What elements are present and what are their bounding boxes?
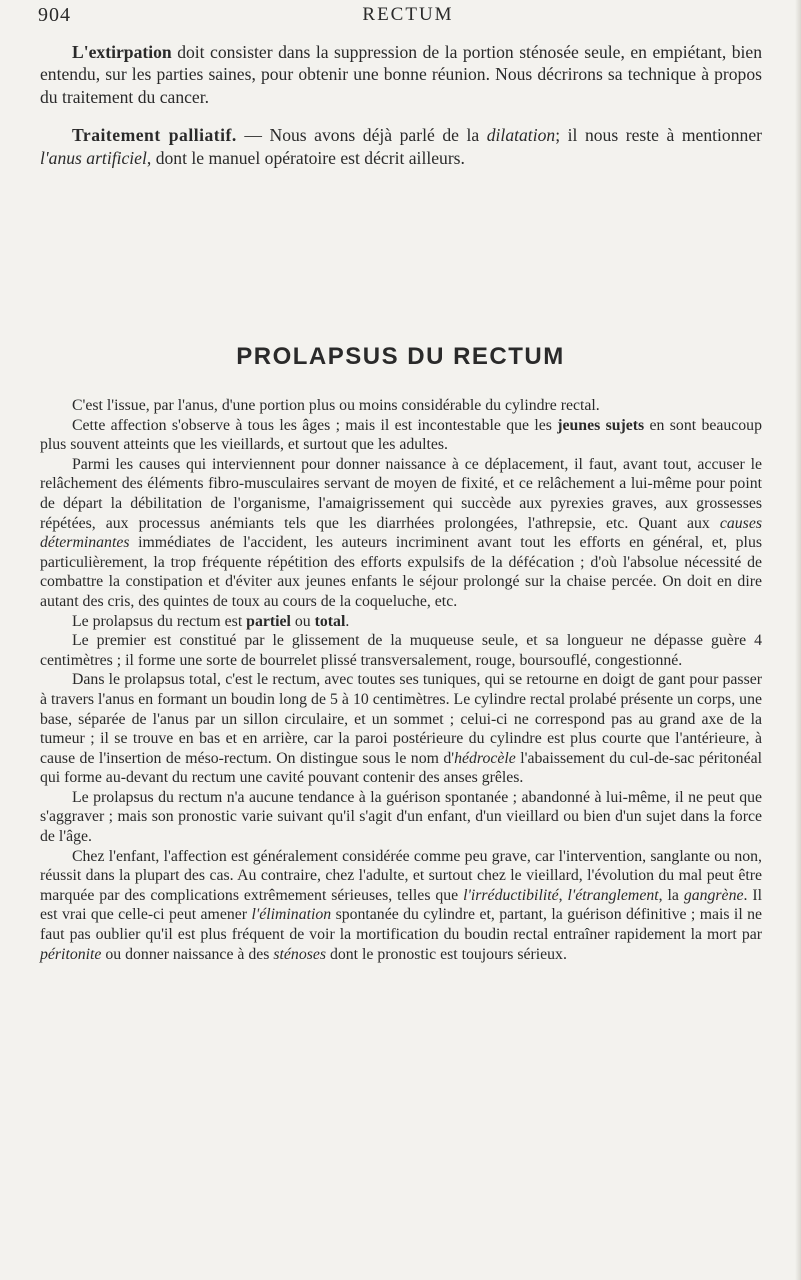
page-number: 904 <box>38 4 71 26</box>
paragraph-pronostic: Le prolapsus du rectum n'a aucune tendance à la guérison spontanée ; abandonné à lui-même, il ne peut que s'aggraver ; mais son pronostic varie suivant qu'il s'agit d'un enfant, d'un vieillard ou bien d'un sujet dans la force de l'âge. <box>40 788 762 846</box>
paragraph-definition: C'est l'issue, par l'anus, d'une portion plus ou moins considérable du cylindre rectal. <box>72 397 600 414</box>
paragraph-age: Cette affection s'observe à tous les âges ; mais il est incontestable que les jeunes sujets en sont beaucoup plus souvent atteints que les vieillards, et surtout que les adultes. <box>40 416 762 454</box>
page-edge <box>795 0 801 1280</box>
intro-block <box>40 41 762 169</box>
section-title: PROLAPSUS DU RECTUM <box>236 343 565 370</box>
intro-paragraph-palliatif: Traitement palliatif. — Nous avons déjà parlé de la dilatation; il nous reste à mentionner l'anus artificiel, dont le manuel opératoire est décrit ailleurs. <box>40 125 762 168</box>
paragraph-types: Le prolapsus du rectum est partiel ou total. <box>72 612 350 630</box>
paragraph-causes: Parmi les causes qui interviennent pour donner naissance à ce déplacement, il faut, avant tout, accuser le relâchement des éléments fibro-musculaires servant de moyen de fixité, et ce relâchement a lui-même pour point de départ la débilitation de l'organisme, l'amaigrissement qui succède aux pyrexies graves, aux grossesses répétées, aux processus anémiants tels que les diarrhées prolongées, l'athrepsie, etc. Quant aux causes déterminantes immédiates de l'accident, les auteurs incriminent avant tout les efforts en général, et, plus particulièrement, la trop fréquente répétition des efforts expulsifs de la défécation ; d'où l'absolue nécessité de combattre la constipation et d'éviter aux jeunes enfants le séjour prolongé sur la chaise percée. On doit en dire autant des cris, des quintes de toux au cours de la coqueluche, etc. <box>40 455 762 610</box>
prolapsus-body <box>40 396 762 964</box>
term-extirpation: L'extirpation <box>72 42 172 62</box>
paragraph-total: Dans le prolapsus total, c'est le rectum, avec toutes ses tuniques, qui se retourne en doigt de gant pour passer à travers l'anus en formant un boudin long de 5 à 10 centimètres. Le cylindre rectal prolabé présente un corps, une base, séparée de l'anus par un sillon circulaire, et un sommet ; celui-ci ne correspond pas au grand axe de la tumeur ; il se trouve en bas et en arrière, car la paroi postérieure du cylindre est plus courte que l'antérieure, à cause de l'insertion de méso-rectum. On distingue sous le nom d'hédrocèle l'abaissement du cul-de-sac péritonéal qui forme au-devant du rectum une cavité pouvant contenir des anses grêles. <box>40 671 762 787</box>
term-traitement-palliatif: Traitement palliatif. <box>72 125 237 146</box>
intro-paragraph-extirpation: L'extirpation doit consister dans la suppression de la portion sténosée seule, en empiétant, bien entendu, sur les parties saines, pour obtenir une bonne réunion. Nous décrirons sa technique à propos du traitement du cancer. <box>40 42 762 107</box>
paragraph-enfant: Chez l'enfant, l'affection est généralement considérée comme peu grave, car l'intervention, sanglante ou non, réussit dans la plupart des cas. Au contraire, chez l'adulte, et surtout chez le vieillard, l'évolution du mal peut être marquée par des complications extrêmement sérieuses, telles que l'irréductibilité, l'étranglement, la gangrène. Il est vrai que celle-ci peut amener l'élimination spontanée du cylindre et, partant, la guérison définitive ; mais il ne faut pas oublier qu'il est plus fréquent de voir la mortification du boudin rectal entraîner rapidement la mort par péritonite ou donner naissance à des sténoses dont le pronostic est toujours sérieux. <box>40 847 763 963</box>
running-title: RECTUM <box>362 4 454 25</box>
paragraph-partiel: Le premier est constitué par le glissement de la muqueuse seule, et sa longueur ne dépasse guère 4 centimètres ; il forme une sorte de bourrelet plissé transversalement, rouge, boursouflé, congestionné. <box>40 632 762 669</box>
page-header <box>38 4 778 30</box>
